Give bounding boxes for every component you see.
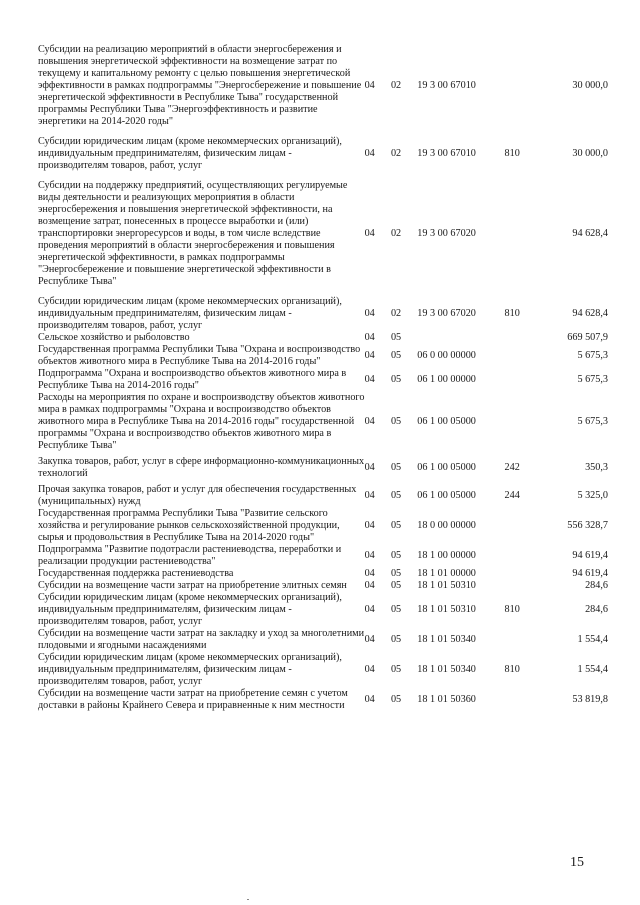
- table-row: [38, 592, 608, 628]
- cell-csr: 18 1 00 00000: [417, 550, 476, 561]
- cell-pr: 05: [390, 462, 402, 473]
- cell-rz: 04: [364, 694, 375, 705]
- cell-sum: 94 619,4: [572, 568, 608, 579]
- cell-name: Государственная программа Республики Тыва "Охрана и воспроизводство объектов животного мира в Республике Тыва на 2014-2016 годы": [38, 344, 361, 367]
- cell-pr: 05: [390, 568, 402, 579]
- cell-rz: 04: [364, 520, 375, 531]
- cell-sum: 350,3: [585, 462, 608, 473]
- page-number: 15: [570, 855, 584, 870]
- cell-sum: 5 675,3: [577, 374, 608, 385]
- row-spacer: [38, 288, 608, 296]
- cell-rz: 04: [364, 148, 375, 159]
- cell-rz: 04: [364, 550, 375, 561]
- cell-name: Субсидии юридическим лицам (кроме некоммерческих организаций), индивидуальным предпринимателям, физическим лицам - производителям товаров, работ, услуг: [38, 592, 342, 627]
- cell-pr: 05: [390, 634, 402, 645]
- cell-csr: 19 3 00 67010: [417, 148, 476, 159]
- cell-vr: [505, 544, 539, 568]
- cell-sum: 94 619,4: [572, 550, 608, 561]
- cell-csr: 06 0 00 00000: [417, 350, 476, 361]
- cell-pr: 05: [390, 374, 402, 385]
- cell-name: Государственная программа Республики Тыва "Развитие сельского хозяйства и регулирование рынков сельскохозяйственной продукции, сырья и продовольствия в Республике Тыва на 2014-2020 годы": [38, 508, 340, 543]
- cell-sum: 284,6: [585, 580, 608, 591]
- cell-name: Субсидии на поддержку предприятий, осуществляющих регулируемые виды деятельности и реализующих мероприятия в области энергосбережения и повышения энергетической эффективности, на возмещение затрат, понесенных в процессе выработки и (или) транспортировки энергоресурсов и воды, в том числе вследствие проведения мероприятий в области энергосбережения и повышения энергетической эффективности, в рамках подпрограммы "Энергосбережение и повышение энергетической эффективности в Республике Тыва": [38, 180, 348, 287]
- cell-pr: 05: [390, 664, 402, 675]
- cell-rz: 04: [364, 228, 375, 239]
- cell-csr: 06 1 00 00000: [417, 374, 476, 385]
- table-row: [38, 568, 608, 580]
- table-row: [38, 368, 608, 392]
- cell-vr: [505, 688, 539, 712]
- table-row: [38, 688, 608, 712]
- cell-pr: 05: [390, 694, 402, 705]
- cell-rz: 04: [364, 80, 375, 91]
- cell-csr: 18 1 01 50340: [417, 634, 476, 645]
- cell-vr: 242: [504, 462, 520, 473]
- cell-pr: 05: [390, 580, 402, 591]
- cell-sum: 53 819,8: [572, 694, 608, 705]
- table-row: [38, 484, 608, 508]
- cell-name: Субсидии юридическим лицам (кроме некоммерческих организаций), индивидуальным предпринимателям, физическим лицам - производителям товаров, работ, услуг: [38, 296, 342, 331]
- cell-csr: 18 1 01 00000: [417, 568, 476, 579]
- cell-vr: [505, 392, 539, 452]
- cell-rz: 04: [364, 634, 375, 645]
- cell-rz: 04: [364, 462, 375, 473]
- cell-rz: 04: [364, 664, 375, 675]
- table-row: [38, 508, 608, 544]
- cell-rz: 04: [364, 490, 375, 501]
- cell-name: Закупка товаров, работ, услуг в сфере информационно-коммуникационных технологий: [38, 456, 365, 479]
- cell-vr: 810: [504, 308, 520, 319]
- cell-rz: 04: [364, 332, 375, 343]
- cell-csr: 18 1 01 50340: [417, 664, 476, 675]
- cell-rz: 04: [364, 568, 375, 579]
- cell-pr: 05: [390, 416, 402, 427]
- cell-vr: 810: [504, 664, 520, 675]
- cell-rz: 04: [364, 308, 375, 319]
- cell-rz: 04: [364, 604, 375, 615]
- cell-vr: [505, 508, 539, 544]
- cell-pr: 05: [390, 332, 402, 343]
- table-row: [38, 628, 608, 652]
- cell-rz: 04: [364, 374, 375, 385]
- spacer-cell: [38, 172, 608, 180]
- cell-sum: 284,6: [585, 604, 608, 615]
- spacer-cell: [38, 288, 608, 296]
- table-row: [38, 136, 608, 172]
- cell-pr: 05: [390, 550, 402, 561]
- cell-vr: [505, 568, 539, 580]
- cell-rz: 04: [364, 580, 375, 591]
- cell-pr: 02: [390, 148, 402, 159]
- cell-rz: 04: [364, 350, 375, 361]
- cell-sum: 556 328,7: [567, 520, 608, 531]
- cell-rz: 04: [364, 416, 375, 427]
- cell-name: Субсидии на реализацию мероприятий в области энергосбережения и повышения энергетической эффективности на возмещение затрат по текущему и капитальному ремонту с целью повышения энергетической эффективности в рамках подпрограммы "Энергосбережение и повышение энергетической эффективности в Республике Тыва" государственной программы Республики Тыва "Энергоэффективность и развитие энергетики на 2014-2020 годы": [38, 44, 362, 127]
- table-row: [38, 392, 608, 452]
- cell-name: Подпрограмма "Охрана и воспроизводство объектов животного мира в Республике Тыва на 2014-2016 годы": [38, 368, 347, 391]
- cell-sum: 94 628,4: [572, 308, 608, 319]
- cell-csr: 19 3 00 67020: [417, 228, 476, 239]
- spacer-cell: [38, 128, 608, 136]
- cell-sum: 5 675,3: [577, 350, 608, 361]
- cell-vr: [505, 628, 539, 652]
- cell-sum: 30 000,0: [572, 80, 608, 91]
- table-row: [38, 456, 608, 480]
- cell-csr: 06 1 00 05000: [417, 490, 476, 501]
- cell-name: Субсидии на возмещение части затрат на приобретение семян с учетом доставки в районы Крайнего Севера и приравненные к ним местности: [38, 688, 348, 711]
- table-row: [38, 332, 608, 344]
- cell-pr: 05: [390, 604, 402, 615]
- budget-table: [38, 44, 608, 712]
- cell-csr: 06 1 00 05000: [417, 462, 476, 473]
- cell-csr: [417, 332, 504, 344]
- cell-vr: [505, 580, 539, 592]
- cell-name: Расходы на мероприятия по охране и воспроизводству объектов животного мира в рамках подпрограммы "Охрана и воспроизводство объектов животного мира в Республике Тыва на 2014-2016 годы" государственной программы "Охрана и воспроизводство объектов животного мира в Республике Тыва": [38, 392, 365, 451]
- cell-name: Субсидии юридическим лицам (кроме некоммерческих организаций), индивидуальным предпринимателям, физическим лицам - производителям товаров, работ, услуг: [38, 652, 342, 687]
- cell-vr: [505, 344, 539, 368]
- cell-name: Подпрограмма "Развитие подотрасли растениеводства, переработки и реализации продукции растениеводства": [38, 544, 342, 567]
- cell-sum: 1 554,4: [577, 664, 608, 675]
- cell-pr: 05: [390, 350, 402, 361]
- cell-name: Прочая закупка товаров, работ и услуг для обеспечения государственных (муниципальных) нужд: [38, 484, 357, 507]
- cell-name: Субсидии юридическим лицам (кроме некоммерческих организаций), индивидуальным предпринимателям, физическим лицам - производителям товаров, работ, услуг: [38, 136, 342, 171]
- cell-csr: 18 0 00 00000: [417, 520, 476, 531]
- cell-csr: 06 1 00 05000: [417, 416, 476, 427]
- cell-csr: 19 3 00 67020: [417, 308, 476, 319]
- cell-pr: 02: [390, 228, 402, 239]
- row-spacer: [38, 172, 608, 180]
- cell-csr: 18 1 01 50310: [417, 580, 476, 591]
- cell-vr: [505, 44, 539, 128]
- table-row: [38, 652, 608, 688]
- cell-name: Субсидии на возмещение части затрат на закладку и уход за многолетними плодовыми и ягодными насаждениями: [38, 628, 365, 651]
- scan-speck: [247, 899, 249, 900]
- cell-name: Субсидии на возмещение части затрат на приобретение элитных семян: [38, 580, 347, 591]
- cell-csr: 18 1 01 50310: [417, 604, 476, 615]
- cell-pr: 05: [390, 520, 402, 531]
- cell-sum: 1 554,4: [577, 634, 608, 645]
- cell-vr: 810: [504, 604, 520, 615]
- cell-sum: 30 000,0: [572, 148, 608, 159]
- cell-pr: 05: [390, 490, 402, 501]
- cell-name: Сельское хозяйство и рыболовство: [38, 332, 190, 343]
- row-spacer: [38, 128, 608, 136]
- table-row: [38, 44, 608, 128]
- cell-csr: 19 3 00 67010: [417, 80, 476, 91]
- cell-vr: [505, 332, 539, 344]
- cell-vr: 810: [504, 148, 520, 159]
- table-row: [38, 296, 608, 332]
- cell-csr: 18 1 01 50360: [417, 694, 476, 705]
- cell-sum: 5 675,3: [577, 416, 608, 427]
- cell-sum: 5 325,0: [577, 490, 608, 501]
- cell-vr: [505, 368, 539, 392]
- cell-vr: [505, 180, 539, 288]
- cell-vr: 244: [504, 490, 520, 501]
- cell-pr: 02: [390, 80, 402, 91]
- cell-sum: 94 628,4: [572, 228, 608, 239]
- table-row: [38, 580, 608, 592]
- cell-sum: 669 507,9: [567, 332, 608, 343]
- cell-name: Государственная поддержка растениеводства: [38, 568, 234, 579]
- cell-pr: 02: [390, 308, 402, 319]
- table-row: [38, 180, 608, 288]
- table-row: [38, 544, 608, 568]
- table-row: [38, 344, 608, 368]
